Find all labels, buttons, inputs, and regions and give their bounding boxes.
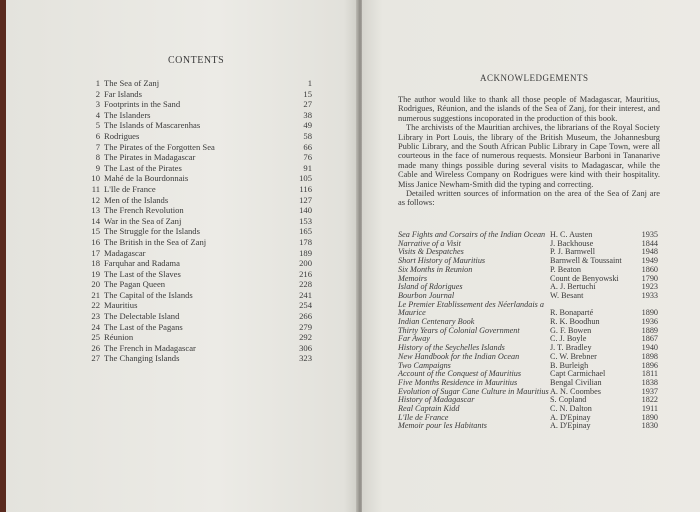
- source-title: Le Premier Etablissement des Néerlandais a Maurice: [398, 299, 544, 318]
- source-author: C. J. Boyle: [550, 334, 587, 344]
- toc-page-number: 38: [303, 109, 312, 120]
- toc-page-number: 306: [299, 342, 312, 353]
- ack-paragraph: Detailed written sources of information on the area of the Sea of Zanj are as follows:: [398, 189, 660, 208]
- source-year: 1911: [641, 404, 658, 414]
- toc-chapter-title: The Changing Islands: [104, 353, 180, 364]
- toc-page-number: 76: [303, 152, 312, 163]
- toc-entry: [86, 195, 312, 206]
- toc-chapter-number: 6: [95, 130, 100, 141]
- toc-chapter-title: The Pirates in Madagascar: [104, 152, 196, 163]
- toc-page-number: 105: [299, 173, 312, 184]
- toc-page-number: 279: [299, 321, 312, 332]
- toc-page-number: 189: [299, 247, 312, 258]
- toc-chapter-title: Rodrigues: [104, 130, 140, 141]
- toc-entry: [86, 353, 312, 364]
- source-entry: [398, 327, 658, 336]
- source-author: B. Burleigh: [550, 360, 589, 370]
- source-author: A. N. Coombes: [550, 386, 601, 396]
- toc-page-number: 254: [299, 300, 312, 311]
- toc-entry: [86, 163, 312, 174]
- source-year: 1890: [641, 308, 658, 318]
- source-title: Account of the Conquest of Mauritius: [398, 369, 522, 379]
- source-title: Far Away: [398, 334, 430, 344]
- source-year: 1830: [641, 421, 658, 431]
- toc-page-number: 292: [299, 332, 312, 343]
- source-year: 1790: [641, 273, 658, 283]
- toc-entry: [86, 120, 312, 131]
- toc-page-number: 1: [307, 78, 312, 88]
- toc-entry: [86, 89, 312, 100]
- toc-chapter-number: 21: [91, 289, 100, 300]
- source-title: History of Madagascar: [398, 395, 475, 405]
- toc-chapter-title: The Pagan Queen: [104, 279, 166, 290]
- toc-entry: [86, 290, 312, 301]
- source-year: 1811: [641, 369, 658, 379]
- toc-chapter-title: The Last of the Pirates: [104, 162, 182, 173]
- source-author: R. K. Boodhun: [550, 317, 600, 327]
- acknowledgements-heading: ACKNOWLEDGEMENTS: [480, 73, 589, 83]
- toc-page-number: 49: [303, 120, 312, 131]
- toc-page-number: 127: [299, 194, 312, 205]
- toc-chapter-number: 20: [91, 279, 100, 290]
- toc-chapter-number: 5: [95, 120, 100, 131]
- toc-chapter-number: 26: [91, 342, 100, 353]
- source-title: L'Ile de France: [398, 412, 449, 422]
- toc-chapter-number: 8: [95, 152, 100, 163]
- toc-chapter-title: The French in Madagascar: [104, 342, 196, 353]
- toc-chapter-title: The Last of the Slaves: [104, 268, 181, 279]
- toc-chapter-number: 25: [91, 332, 100, 343]
- source-author: R. Bonaparté: [550, 308, 594, 318]
- source-year: 1844: [641, 238, 658, 248]
- source-year: 1890: [641, 412, 658, 422]
- source-year: 1949: [641, 256, 658, 266]
- toc-entry: [86, 332, 312, 343]
- source-title: Visits & Despatches: [398, 247, 464, 257]
- toc-page-number: 228: [299, 279, 312, 290]
- toc-chapter-title: Mauritius: [104, 300, 138, 311]
- source-title: Five Months Residence in Mauritius: [398, 377, 518, 387]
- toc-chapter-number: 1: [95, 78, 100, 88]
- source-title: Six Months in Reunion: [398, 264, 473, 274]
- source-entry: [398, 301, 658, 318]
- source-title: Memoir pour les Habitants: [398, 421, 487, 431]
- source-author: C. W. Brebner: [550, 351, 597, 361]
- toc-entry: [86, 343, 312, 354]
- toc-chapter-number: 24: [91, 321, 100, 332]
- toc-chapter-title: The Last of the Pagans: [104, 321, 183, 332]
- toc-chapter-title: The Sea of Zanj: [104, 78, 160, 88]
- source-title: Indian Centenary Book: [398, 317, 475, 327]
- toc-entry: [86, 311, 312, 322]
- source-author: A. D'Epinay: [550, 421, 591, 431]
- toc-chapter-number: 17: [91, 247, 100, 258]
- source-title: Short History of Mauritius: [398, 256, 486, 266]
- toc-chapter-title: The Islands of Mascarenhas: [104, 120, 201, 131]
- toc-chapter-number: 7: [95, 141, 100, 152]
- sources-list: [398, 231, 658, 431]
- toc-entry: [86, 322, 312, 333]
- source-author: Capt Carmichael: [550, 369, 606, 379]
- source-author: G. F. Bowen: [550, 325, 592, 335]
- toc-chapter-title: Footprints in the Sand: [104, 99, 181, 110]
- toc-chapter-title: Farquhar and Radama: [104, 258, 180, 269]
- toc-chapter-title: The British in the Sea of Zanj: [104, 236, 207, 247]
- toc-entry: [86, 142, 312, 153]
- toc-chapter-number: 27: [91, 353, 100, 364]
- toc-page-number: 66: [303, 141, 312, 152]
- toc-chapter-number: 9: [95, 162, 100, 173]
- toc-chapter-title: The French Revolution: [104, 205, 184, 216]
- source-entry: [398, 266, 658, 275]
- source-title: Evolution of Sugar Cane Culture in Mauritius: [398, 386, 549, 396]
- source-author: H. C. Austen: [550, 230, 593, 239]
- source-year: 1867: [641, 334, 658, 344]
- toc-entry: [86, 237, 312, 248]
- ack-paragraph: The author would like to thank all those people of Madagascar, Mauritius, Rodrigues, Réunion, and the islands of the Sea of Zanj, for their interest, and numerous suggestions incoporated in the production of this book.: [398, 95, 660, 123]
- toc-chapter-title: The Pirates of the Forgotten Sea: [104, 141, 215, 152]
- toc-page-number: 153: [299, 215, 312, 226]
- toc-entry: [86, 258, 312, 269]
- toc-page-number: 216: [299, 268, 312, 279]
- source-title: Two Campaigns: [398, 360, 451, 370]
- toc-chapter-number: 18: [91, 258, 100, 269]
- toc-chapter-title: The Capital of the Islands: [104, 289, 193, 300]
- toc-entry: [86, 300, 312, 311]
- source-title: Thirty Years of Colonial Government: [398, 325, 520, 335]
- toc-page-number: 116: [299, 183, 312, 194]
- source-year: 1948: [641, 247, 658, 257]
- toc-page-number: 140: [299, 205, 312, 216]
- toc-chapter-number: 12: [91, 194, 100, 205]
- source-title: Narrative of a Visit: [398, 238, 461, 248]
- table-of-contents: [86, 78, 312, 364]
- toc-entry: [86, 184, 312, 195]
- toc-entry: [86, 78, 312, 89]
- source-year: 1935: [641, 230, 658, 239]
- toc-chapter-title: Réunion: [104, 332, 134, 343]
- source-title: Bourbon Journal: [398, 290, 455, 300]
- toc-chapter-title: Mahé de la Bourdonnais: [104, 173, 189, 184]
- source-year: 1898: [641, 351, 658, 361]
- toc-entry: [86, 152, 312, 163]
- source-author: J. T. Bradley: [550, 343, 592, 353]
- source-author: J. Backhouse: [550, 238, 594, 248]
- toc-entry: [86, 269, 312, 280]
- toc-page-number: 178: [299, 236, 312, 247]
- toc-entry: [86, 205, 312, 216]
- toc-chapter-number: 16: [91, 236, 100, 247]
- toc-chapter-number: 2: [95, 88, 100, 99]
- toc-chapter-number: 19: [91, 268, 100, 279]
- source-author: Bengal Civilian: [550, 377, 602, 387]
- toc-chapter-number: 15: [91, 226, 100, 237]
- toc-chapter-title: Far Islands: [104, 88, 142, 99]
- toc-page-number: 165: [299, 226, 312, 237]
- source-author: P. Beaton: [550, 264, 581, 274]
- source-author: Barnwell & Toussaint: [550, 256, 622, 266]
- source-year: 1889: [641, 325, 658, 335]
- source-year: 1937: [641, 386, 658, 396]
- toc-chapter-title: The Struggle for the Islands: [104, 226, 200, 237]
- contents-heading: CONTENTS: [168, 55, 225, 66]
- source-year: 1822: [641, 395, 658, 405]
- toc-page-number: 58: [303, 130, 312, 141]
- toc-chapter-title: Madagascar: [104, 247, 146, 258]
- source-year: 1936: [641, 317, 658, 327]
- toc-chapter-number: 22: [91, 300, 100, 311]
- toc-entry: [86, 173, 312, 184]
- toc-page-number: 241: [299, 289, 312, 300]
- toc-entry: [86, 216, 312, 227]
- toc-chapter-title: The Islanders: [104, 109, 151, 120]
- source-title: Island of Rdorigues: [398, 282, 463, 292]
- source-year: 1923: [641, 282, 658, 292]
- source-year: 1838: [641, 377, 658, 387]
- source-author: P. J. Barnwell: [550, 247, 596, 257]
- toc-chapter-title: War in the Sea of Zanj: [104, 215, 182, 226]
- toc-chapter-title: L'Ile de France: [104, 183, 156, 194]
- toc-entry: [86, 279, 312, 290]
- toc-entry: [86, 99, 312, 110]
- source-year: 1933: [641, 290, 658, 300]
- toc-entry: [86, 226, 312, 237]
- toc-entry: [86, 248, 312, 259]
- source-year: 1896: [641, 360, 658, 370]
- source-title: Sea Fights and Corsairs of the Indian Ocean: [398, 230, 546, 239]
- source-author: W. Besant: [550, 290, 584, 300]
- toc-page-number: 200: [299, 258, 312, 269]
- toc-chapter-number: 14: [91, 215, 100, 226]
- source-author: Count de Benyowski: [550, 273, 619, 283]
- toc-chapter-number: 3: [95, 99, 100, 110]
- toc-page-number: 27: [303, 99, 312, 110]
- source-author: A. J. Bertuchi: [550, 282, 596, 292]
- source-entry: [398, 422, 658, 431]
- source-year: 1940: [641, 343, 658, 353]
- toc-chapter-number: 4: [95, 109, 100, 120]
- source-title: Memoirs: [398, 273, 428, 283]
- acknowledgements-text: [398, 95, 660, 208]
- toc-chapter-number: 10: [91, 173, 100, 184]
- toc-page-number: 323: [299, 353, 312, 364]
- source-author: A. D'Epinay: [550, 412, 591, 422]
- source-title: New Handbook for the Indian Ocean: [398, 351, 520, 361]
- source-author: S. Copland: [550, 395, 587, 405]
- toc-page-number: 15: [303, 88, 312, 99]
- toc-entry: [86, 131, 312, 142]
- ack-paragraph: The archivists of the Mauritian archives, the librarians of the Royal Society Library in Port Louis, the library of the British Museum, the Johannesburg Public Library, and the South African Public Library in Cape Town, were all courteous in the face of numerous requests. Monsieur Barboni in Tananarive made many things possible during several visits to Madagascar, while the Cable and Wireless Company on Rodrigues were kind with their hospitality. Miss Janice Newham-Smith did the typing and correcting.: [398, 123, 660, 189]
- toc-page-number: 266: [299, 311, 312, 322]
- toc-page-number: 91: [303, 162, 312, 173]
- source-author: C. N. Dalton: [550, 404, 592, 414]
- toc-chapter-number: 13: [91, 205, 100, 216]
- source-title: History of the Seychelles Islands: [398, 343, 505, 353]
- toc-entry: [86, 110, 312, 121]
- source-title: Real Captain Kidd: [398, 404, 460, 414]
- toc-chapter-title: Men of the Islands: [104, 194, 169, 205]
- toc-chapter-title: The Delectable Island: [104, 311, 180, 322]
- toc-chapter-number: 11: [91, 183, 100, 194]
- source-year: 1860: [641, 264, 658, 274]
- toc-chapter-number: 23: [91, 311, 100, 322]
